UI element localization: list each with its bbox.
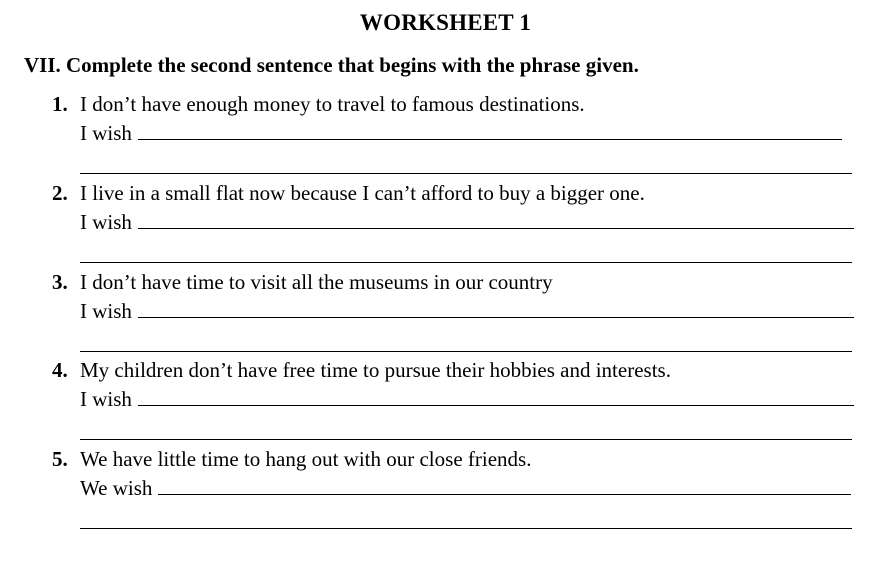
item-sentence: I don’t have time to visit all the museums in our country [80, 270, 553, 294]
answer-blank-line-2[interactable] [80, 262, 852, 263]
item-number: 4. [52, 358, 68, 382]
answer-row [80, 120, 842, 146]
answer-prompt: I wish [80, 121, 132, 145]
item-sentence: My children don’t have free time to pursue their hobbies and interests. [80, 358, 671, 382]
item-sentence: We have little time to hang out with our close friends. [80, 447, 532, 471]
item-sentence: I don’t have enough money to travel to famous destinations. [80, 92, 585, 116]
answer-row [80, 209, 854, 235]
answer-row [80, 386, 854, 412]
answer-row [80, 298, 854, 324]
answer-blank-line-2[interactable] [80, 528, 852, 529]
worksheet-title: WORKSHEET 1 [359, 10, 532, 35]
answer-prompt: I wish [80, 299, 132, 323]
answer-prompt: We wish [80, 476, 153, 500]
exercise-item-3 [0, 269, 891, 358]
item-sentence: I live in a small flat now because I can’t afford to buy a bigger one. [80, 181, 645, 205]
item-number: 5. [52, 447, 68, 471]
exercise-item-2 [0, 180, 891, 269]
answer-blank-line-2[interactable] [80, 173, 852, 174]
exercise-item-5 [0, 446, 891, 535]
answer-blank-line-1[interactable] [138, 139, 842, 140]
answer-prompt: I wish [80, 387, 132, 411]
item-number: 3. [52, 270, 68, 294]
answer-blank-line-2[interactable] [80, 439, 852, 440]
answer-row [80, 475, 851, 501]
item-number: 1. [52, 92, 68, 116]
answer-blank-line-1[interactable] [138, 317, 854, 318]
item-number: 2. [52, 181, 68, 205]
exercise-item-1 [0, 91, 891, 180]
exercise-item-4 [0, 357, 891, 446]
answer-blank-line-1[interactable] [138, 228, 854, 229]
answer-blank-line-2[interactable] [80, 351, 852, 352]
answer-blank-line-1[interactable] [138, 405, 854, 406]
answer-blank-line-1[interactable] [158, 494, 851, 495]
answer-prompt: I wish [80, 210, 132, 234]
exercise-instruction: VII. Complete the second sentence that begins with the phrase given. [24, 53, 639, 77]
